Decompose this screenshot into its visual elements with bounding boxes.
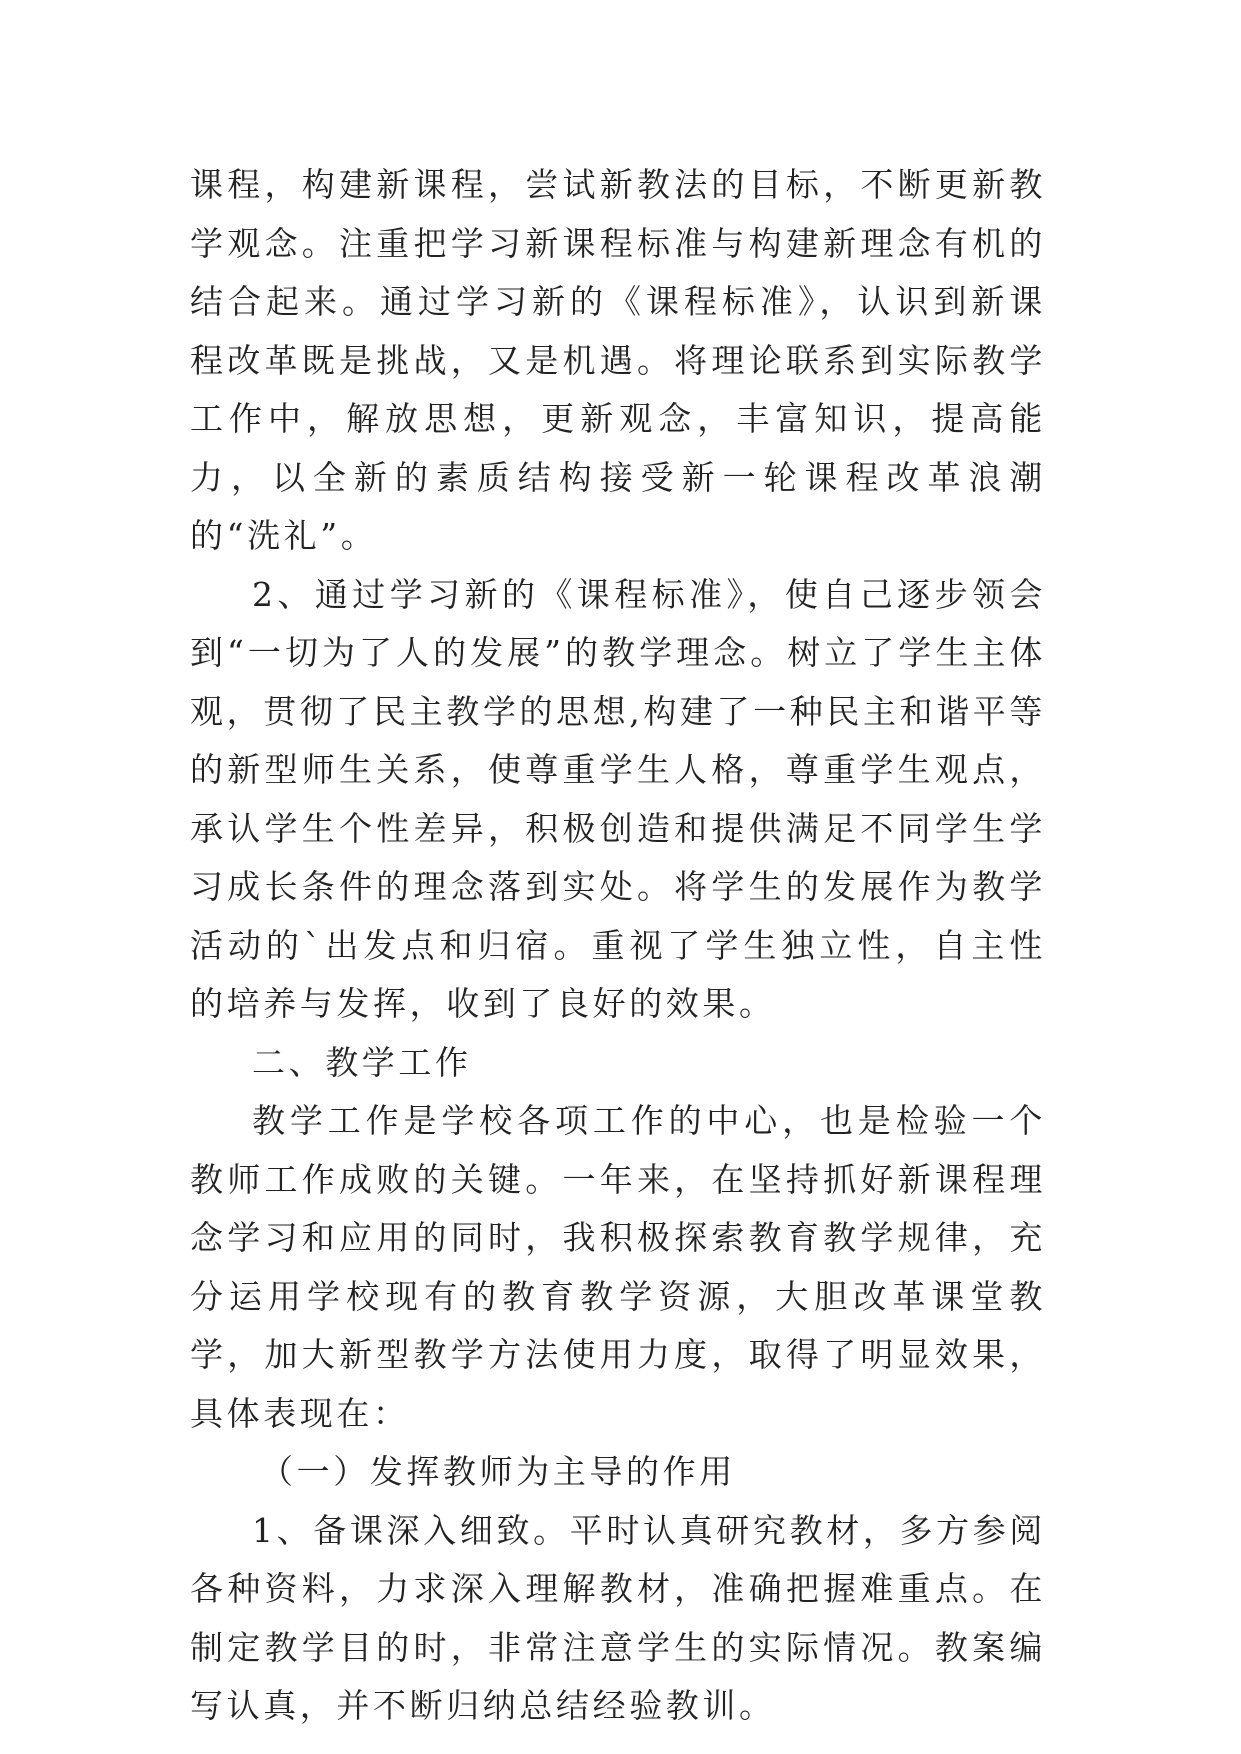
paragraph-curriculum-standard: 2、通过学习新的《课程标准》，使自己逐步领会到“一切为了人的发展”的教学理念。树立了学生主体观，贯彻了民主教学的思想,构建了一种民主和谐平等的新型师生关系，使尊重学生人格，尊重学生观点，承认学生个性差异，积极创造和提供满足不同学生学习成长条件的理念落到实处。将学生的发展作为教学活动的`出发点和归宿。重视了学生独立性，自主性的培养与发挥，收到了良好的效果。	[190, 574, 1046, 1023]
subsection-heading-teacher-role: （一）发挥教师为主导的作用	[260, 1452, 736, 1491]
document-body	[190, 156, 1046, 1736]
paragraph-lesson-preparation: 1、备课深入细致。平时认真研究教材，多方参阅各种资料，力求深入理解教材，准确把握难重点。在制定教学目的时，非常注意学生的实际情况。教案编写认真，并不断归纳总结经验教训。	[190, 1510, 1046, 1725]
paragraph-continuation: 课程，构建新课程，尝试新教法的目标，不断更新教学观念。注重把学习新课程标准与构建新理念有机的结合起来。通过学习新的《课程标准》，认识到新课程改革既是挑战，又是机遇。将理论联系到实际教学工作中，解放思想，更新观念，丰富知识，提高能力，以全新的素质结构接受新一轮课程改革浪潮的“洗礼”。	[190, 165, 1046, 555]
paragraph-teaching-work: 教学工作是学校各项工作的中心，也是检验一个教师工作成败的关键。一年来，在坚持抓好新课程理念学习和应用的同时，我积极探索教育教学规律，充分运用学校现有的教育教学资源，大胆改革课堂教学，加大新型教学方法使用力度，取得了明显效果，具体表现在：	[190, 1101, 1046, 1433]
section-heading-teaching-work: 二、教学工作	[252, 1042, 472, 1082]
